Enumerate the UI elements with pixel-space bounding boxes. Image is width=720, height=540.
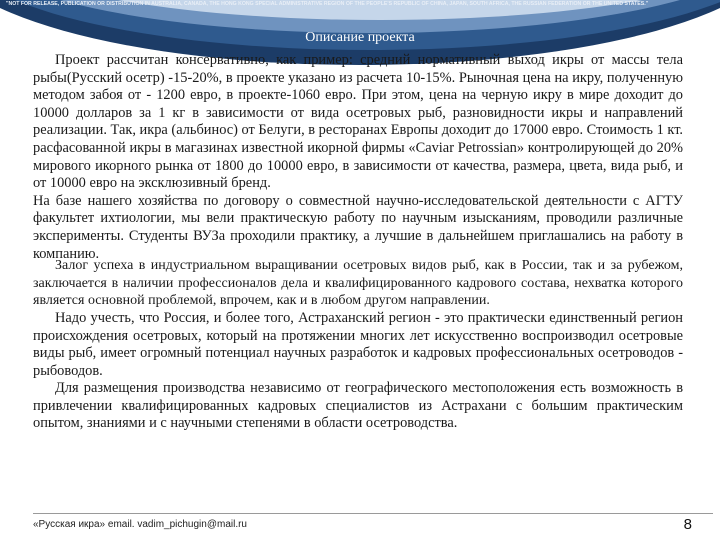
paragraph-staffing: Для размещения производства независимо от географического местоположения есть возможность в привлечении квалифицированных кадровых специалистов из Астрахани с большим практическим опытом, знаниями и с научными степенями в области осетроводства.	[33, 380, 683, 432]
slide-body	[33, 52, 683, 433]
footer-contact: «Русская икра» email. vadim_pichugin@mail.ru	[33, 519, 247, 530]
paragraph-region: Надо учесть, что Россия, и более того, Астраханский регион - это практически единственный регион происхождения осетровых, который на протяжении многих лет искусственно воспроизводил осетровые виды рыб, имеет огромный потенциал научных разработок и кадровых профессиональных осетроводов - рыбоводов.	[33, 309, 683, 379]
paragraph-pricing: Проект рассчитан консервативно, как пример: средний нормативный выход икры от массы тела рыбы(Русский осетр) -15-20%, в проекте указано из расчета 10-15%. Рыночная цена на икру, полученную методом забоя от - 1200 евро, в проекте-1060 евро. При этом, цена на черную икру в мире доходит до 10000 долларов за 1 кг в зависимости от вида осетровых рыб, разновидности икры и направлений реализации. Так, икра (альбинос) от Белуги, в ресторанах Европы доходит до 17000 евро. Стоимость 1 кт. расфасованной икры в магазинах известной икорной фирмы «Caviar Petrossian» контролирующей до 20% мирового икорного рынка от 1800 до 10000 евро, в зависимости от качества, размера, цвета, вида рыб, и от 10000 евро на эксклюзивный бренд.	[33, 52, 683, 192]
paragraph-partnership: На базе нашего хозяйства по договору о совместной научно-исследовательской деятельности с АГТУ факультет ихтиологии, мы вели практическую работу по научным изысканиям, проводили различные эксперименты. Студенты ВУЗа проходили практику, а лучшие в дальнейшем приглашались на работу в компанию.	[33, 192, 683, 262]
page-number: 8	[683, 516, 692, 533]
slide-footer	[0, 503, 720, 540]
footer-divider	[33, 513, 713, 514]
paragraph-success: Залог успеха в индустриальном выращивании осетровых видов рыб, как в России, так и за рубежом, заключается в наличии профессионалов дела и квалифицированного кадрового состава, нехватка которого является основной проблемой, впрочем, как и в любом другом направлении.	[33, 258, 683, 309]
slide-title: Описание проекта	[305, 30, 415, 45]
disclaimer-text: "NOT FOR RELEASE, PUBLICATION OR DISTRIBUTION IN AUSTRALIA, CANADA, THE HONG KONG SPECIAL ADMINISTRATIVE REGION OF THE PEOPLE'S REPUBLIC OF CHINA, JAPAN, SOUTH AFRICA, THE RUSSIAN FEDERATION OR THE UNITED STATES."	[6, 1, 649, 7]
